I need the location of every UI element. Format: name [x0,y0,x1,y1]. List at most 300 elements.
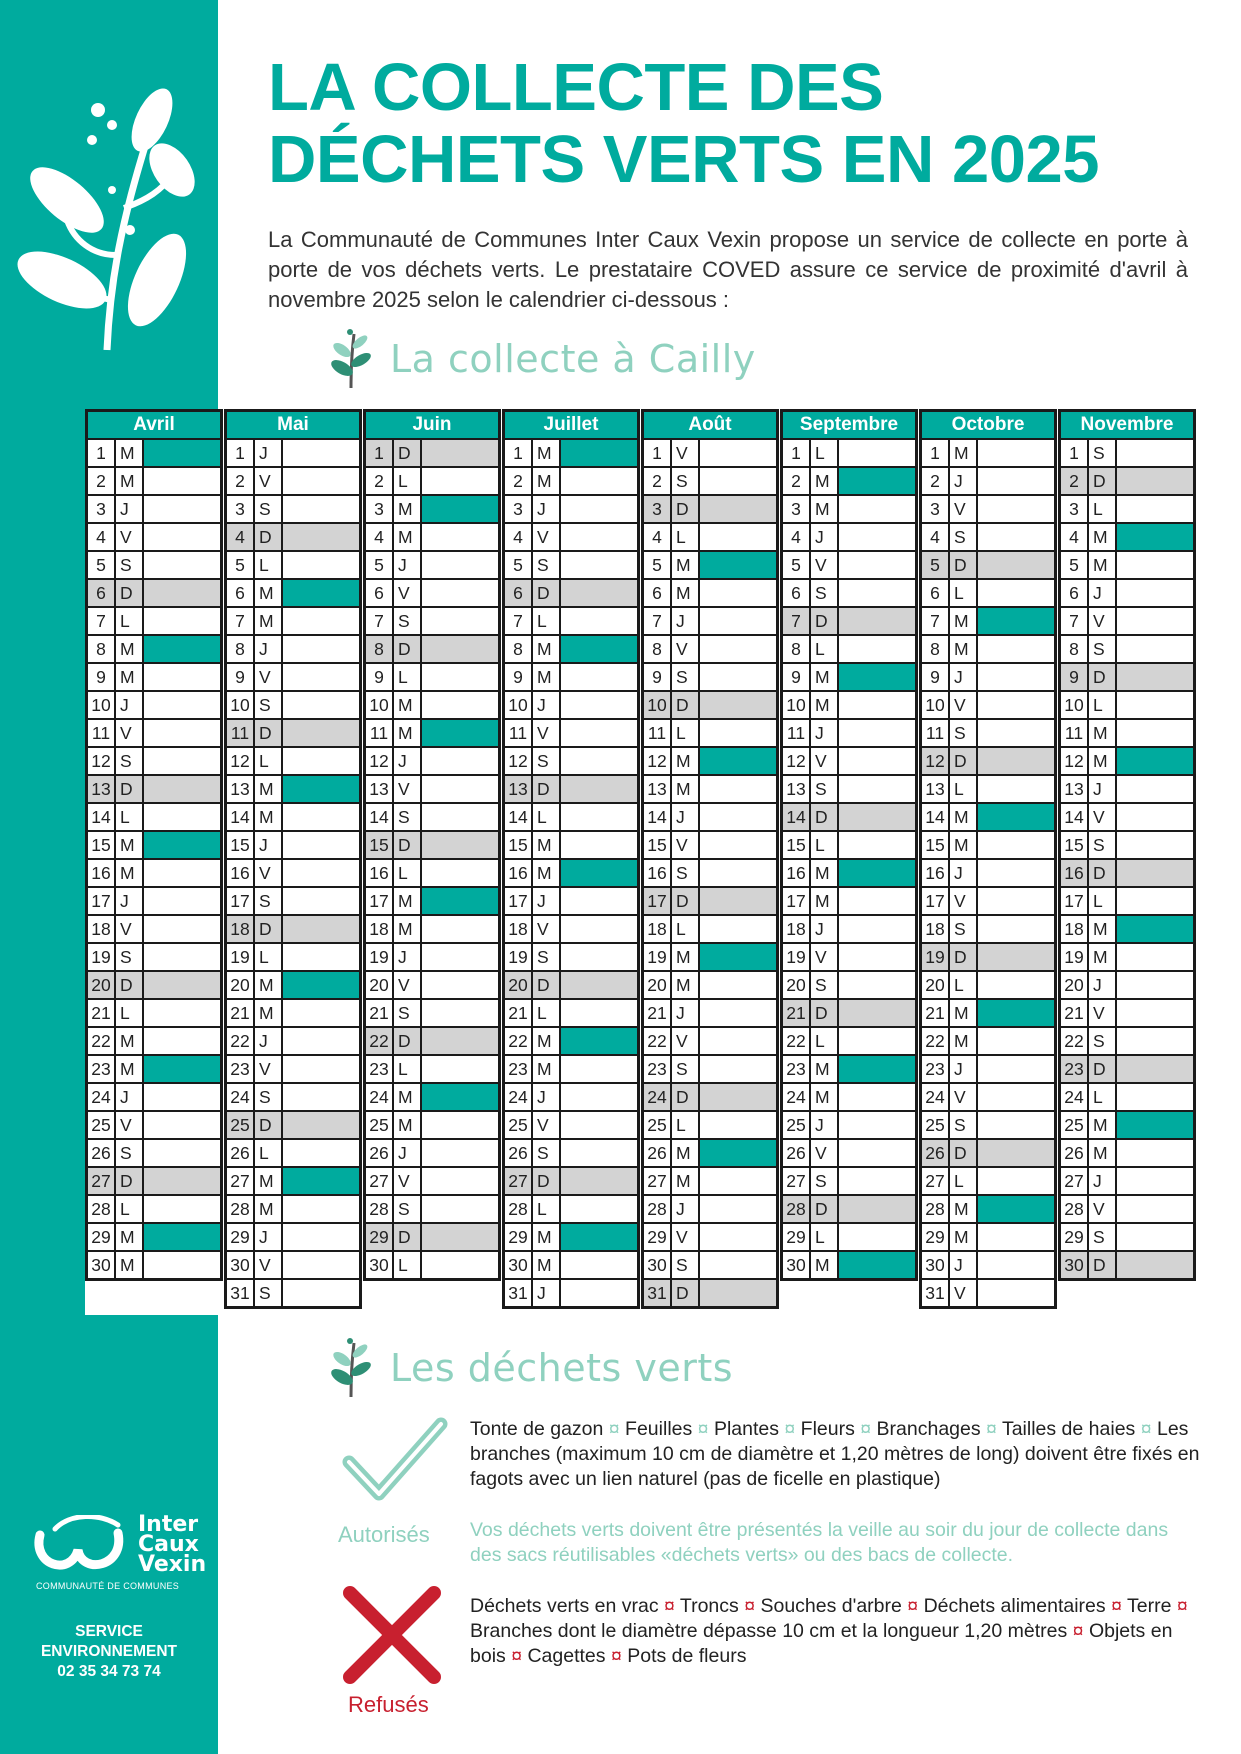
calendar-day [505,664,637,692]
calendar-day [922,496,1054,524]
day-number: 17 [227,888,255,914]
calendar-day [366,748,498,776]
weekday-letter: M [672,972,700,998]
collection-marker [700,888,776,914]
calendar-day [366,468,498,496]
day-number: 29 [366,1224,394,1250]
calendar-day [644,636,776,664]
day-number: 7 [366,608,394,634]
day-number: 11 [644,720,672,746]
collection-marker [839,1196,915,1222]
service-line2: ENVIRONNEMENT [40,1643,178,1660]
day-number: 11 [1061,720,1089,746]
collection-marker [839,664,915,690]
calendar-day [1061,888,1193,916]
collection-marker [978,496,1054,522]
collection-marker [561,1028,637,1054]
weekday-letter: J [1089,1168,1117,1194]
weekday-letter: S [533,552,561,578]
weekday-letter: V [533,524,561,550]
weekday-letter: J [1089,776,1117,802]
collection-marker [422,888,498,914]
collection-marker [700,608,776,634]
weekday-letter: L [394,1252,422,1278]
collection-marker [839,468,915,494]
day-number: 5 [644,552,672,578]
weekday-letter: M [1089,1112,1117,1138]
weekday-letter: S [394,608,422,634]
month-mai [224,409,362,1309]
day-number: 25 [366,1112,394,1138]
day-number: 24 [366,1084,394,1110]
calendar-day [366,664,498,692]
collection-marker [700,1168,776,1194]
weekday-letter: M [672,748,700,774]
collection-day [366,1084,498,1112]
weekday-letter: J [950,468,978,494]
day-number: 6 [783,580,811,606]
day-number: 28 [505,1196,533,1222]
day-number: 21 [366,1000,394,1026]
collection-marker [1117,1056,1193,1082]
calendar-day [88,692,220,720]
weekday-letter: D [1089,664,1117,690]
weekday-letter: D [116,580,144,606]
weekday-letter: D [950,748,978,774]
waste-item: Souches d'arbre [760,1595,902,1617]
weekday-letter: D [116,972,144,998]
weekday-letter: M [672,580,700,606]
day-number: 1 [366,440,394,466]
weekday-letter: M [672,944,700,970]
weekday-letter: J [811,1112,839,1138]
collection-marker [283,468,359,494]
calendar-day [88,860,220,888]
waste-item: Plantes [713,1418,779,1440]
collection-marker [561,440,637,466]
collection-marker [422,720,498,746]
collection-marker [978,524,1054,550]
weekday-letter: M [255,776,283,802]
collection-marker [839,748,915,774]
month-days [224,438,362,1309]
calendar-day [922,440,1054,468]
calendar-day [88,1252,220,1278]
day-number: 25 [1061,1112,1089,1138]
calendar-day [644,1028,776,1056]
collection-marker [700,1056,776,1082]
month-novembre [1058,409,1196,1281]
calendar-day [505,496,637,524]
service-phone[interactable]: 02 35 34 73 74 [57,1663,161,1680]
day-number: 9 [227,664,255,690]
day-number: 3 [227,496,255,522]
calendar-day [783,832,915,860]
day-number: 1 [1061,440,1089,466]
collection-marker [561,692,637,718]
day-number: 8 [227,636,255,662]
weekday-letter: M [255,1000,283,1026]
separator-icon: ¤ [603,1418,626,1440]
calendar-day [1061,580,1193,608]
weekday-letter: L [255,552,283,578]
day-number: 30 [505,1252,533,1278]
collection-marker [1117,720,1193,746]
collection-marker [839,1028,915,1054]
weekday-letter: D [255,720,283,746]
calendar-day [505,748,637,776]
calendar-day [505,468,637,496]
collection-marker [422,1084,498,1110]
collection-marker [144,1224,220,1250]
collection-marker [839,888,915,914]
calendar-day [227,1000,359,1028]
day-number: 4 [366,524,394,550]
collection-day [783,860,915,888]
weekday-letter: V [255,468,283,494]
day-number: 6 [88,580,116,606]
collection-marker [561,580,637,606]
collection-marker [283,804,359,830]
collection-marker [422,1056,498,1082]
day-number: 15 [644,832,672,858]
calendar-day [88,1084,220,1112]
weekday-letter: D [394,832,422,858]
collection-marker [283,748,359,774]
collection-marker [1117,524,1193,550]
calendar-day [88,608,220,636]
weekday-letter: J [672,804,700,830]
collection-marker [839,944,915,970]
weekday-letter: S [811,776,839,802]
month-header: Août [641,409,779,438]
weekday-letter: M [950,440,978,466]
calendar-day [1061,664,1193,692]
day-number: 17 [922,888,950,914]
day-number: 16 [644,860,672,886]
weekday-letter: M [394,1084,422,1110]
collection-marker [422,860,498,886]
day-number: 30 [922,1252,950,1278]
day-number: 4 [88,524,116,550]
collection-marker [700,1112,776,1138]
collection-marker [839,720,915,746]
calendar-day [644,1084,776,1112]
collection-marker [978,1224,1054,1250]
weekday-letter: J [394,748,422,774]
weekday-letter: V [1089,608,1117,634]
day-number: 18 [88,916,116,942]
day-number: 14 [644,804,672,830]
sprout-icon [328,1337,374,1399]
calendar-day [227,916,359,944]
day-number: 9 [88,664,116,690]
weekday-letter: L [1089,1084,1117,1110]
weekday-letter: M [811,468,839,494]
collection-marker [1117,860,1193,886]
collection-marker [978,860,1054,886]
day-number: 24 [922,1084,950,1110]
calendar-day [227,1112,359,1140]
calendar-day [227,636,359,664]
weekday-letter: L [533,804,561,830]
collection-marker [978,944,1054,970]
calendar-day [1061,832,1193,860]
day-number: 30 [1061,1252,1089,1278]
collection-marker [561,944,637,970]
weekday-letter: D [672,1084,700,1110]
collection-marker [700,636,776,662]
weekday-letter: M [950,636,978,662]
logo-wordmark [138,1512,207,1577]
weekday-letter: S [116,944,144,970]
presentation-note: Vos déchets verts doivent être présentés la veille au soir du jour de collecte dans des sacs réutilisables «déchets verts» ou des bacs de collecte. [470,1519,1169,1566]
collection-marker [978,1000,1054,1026]
calendar-day [366,580,498,608]
weekday-letter: D [394,636,422,662]
calendar-day [227,1224,359,1252]
collection-marker [1117,1084,1193,1110]
weekday-letter: M [1089,524,1117,550]
collection-day [922,1000,1054,1028]
collection-marker [700,524,776,550]
day-number: 31 [922,1280,950,1306]
day-number: 11 [366,720,394,746]
day-number: 11 [783,720,811,746]
collection-day [366,496,498,524]
collection-marker [978,692,1054,718]
calendar-day [1061,1140,1193,1168]
collection-marker [700,1084,776,1110]
calendar-day [783,804,915,832]
weekday-letter: L [950,580,978,606]
day-number: 21 [88,1000,116,1026]
day-number: 28 [366,1196,394,1222]
month-header: Octobre [919,409,1057,438]
collection-marker [1117,552,1193,578]
calendar-day [366,860,498,888]
collection-marker [283,636,359,662]
collection-marker [839,636,915,662]
weekday-letter: J [255,832,283,858]
collection-day [1061,1112,1193,1140]
month-days [363,438,501,1281]
weekday-letter: M [811,888,839,914]
logo-tagline: COMMUNAUTÉ DE COMMUNES [36,1581,180,1591]
logo-line3: Vexin [138,1552,207,1577]
month-days [1058,438,1196,1281]
calendar-day [922,972,1054,1000]
day-number: 7 [88,608,116,634]
calendar-day [366,1112,498,1140]
collection-marker [283,776,359,802]
day-number: 21 [922,1000,950,1026]
collection-marker [1117,580,1193,606]
weekday-letter: V [533,720,561,746]
day-number: 6 [1061,580,1089,606]
collection-marker [700,440,776,466]
calendar-heading-text: La collecte à Cailly [390,337,756,381]
check-icon [335,1410,455,1510]
collection-marker [978,636,1054,662]
collection-marker [1117,804,1193,830]
day-number: 16 [227,860,255,886]
calendar-day [922,1084,1054,1112]
day-number: 24 [1061,1084,1089,1110]
weekday-letter: J [255,1028,283,1054]
day-number: 5 [1061,552,1089,578]
collection-marker [839,1140,915,1166]
day-number: 25 [644,1112,672,1138]
collection-marker [561,1196,637,1222]
collection-marker [978,1056,1054,1082]
collection-marker [283,1280,359,1306]
day-number: 26 [366,1140,394,1166]
day-number: 29 [922,1224,950,1250]
collection-marker [283,524,359,550]
day-number: 15 [783,832,811,858]
calendar-day [88,552,220,580]
collection-marker [839,916,915,942]
day-number: 2 [644,468,672,494]
weekday-letter: V [255,1056,283,1082]
collection-marker [1117,636,1193,662]
calendar-day [366,1056,498,1084]
weekday-letter: V [394,1168,422,1194]
day-number: 7 [505,608,533,634]
collection-marker [1117,440,1193,466]
collection-day [783,468,915,496]
calendar-day [88,1000,220,1028]
calendar-day [783,972,915,1000]
collection-marker [839,580,915,606]
collection-marker [144,944,220,970]
calendar-day [783,1168,915,1196]
collection-day [783,1252,915,1278]
collection-marker [1117,972,1193,998]
weekday-letter: M [255,580,283,606]
weekday-letter: J [533,888,561,914]
separator-icon: ¤ [1171,1595,1188,1617]
collection-marker [839,972,915,998]
day-number: 14 [227,804,255,830]
weekday-letter: J [116,692,144,718]
calendar-day [88,1168,220,1196]
weekday-letter: L [255,1140,283,1166]
waste-heading [328,1337,733,1399]
calendar-day [783,636,915,664]
weekday-letter: M [533,860,561,886]
weekday-letter: V [116,1112,144,1138]
collection-marker [283,1112,359,1138]
collection-marker [978,664,1054,690]
day-number: 21 [1061,1000,1089,1026]
weekday-letter: M [950,1196,978,1222]
day-number: 22 [1061,1028,1089,1054]
weekday-letter: M [116,1028,144,1054]
collection-marker [144,1112,220,1138]
collection-marker [700,580,776,606]
day-number: 10 [1061,692,1089,718]
waste-item: Les branches (maximum 10 cm de diamètre et 1,20 mètres de long) doivent être fixés en fagots avec un lien naturel (pas de ficelle en plastique) [470,1418,1200,1490]
collection-marker [700,720,776,746]
day-number: 4 [783,524,811,550]
weekday-letter: M [533,468,561,494]
collection-marker [422,1168,498,1194]
collection-marker [839,1224,915,1250]
collection-marker [144,524,220,550]
calendar-day [922,916,1054,944]
weekday-letter: V [116,720,144,746]
weekday-letter: J [394,944,422,970]
day-number: 22 [644,1028,672,1054]
calendar-day [88,916,220,944]
calendar-day [1061,1084,1193,1112]
collection-day [783,1056,915,1084]
calendar-day [227,748,359,776]
calendar-day [644,1056,776,1084]
collection-marker [422,1224,498,1250]
calendar-day [505,1196,637,1224]
day-number: 23 [922,1056,950,1082]
weekday-letter: L [116,804,144,830]
weekday-letter: V [672,1224,700,1250]
day-number: 27 [922,1168,950,1194]
collection-marker [283,1000,359,1026]
month-avril [85,409,223,1281]
day-number: 6 [227,580,255,606]
calendar-day [505,1252,637,1280]
day-number: 26 [922,1140,950,1166]
collection-day [922,608,1054,636]
day-number: 27 [505,1168,533,1194]
day-number: 20 [366,972,394,998]
separator-icon: ¤ [1067,1620,1089,1642]
day-number: 5 [783,552,811,578]
calendar-day [366,832,498,860]
day-number: 18 [644,916,672,942]
weekday-letter: S [1089,1028,1117,1054]
collection-day [227,1168,359,1196]
calendar-day [783,944,915,972]
calendar-day [227,1252,359,1280]
collection-marker [144,468,220,494]
day-number: 27 [227,1168,255,1194]
day-number: 18 [922,916,950,942]
service-contact [0,1622,218,1682]
weekday-letter: M [950,1028,978,1054]
calendar-day [922,1168,1054,1196]
calendar-day [922,468,1054,496]
day-number: 24 [505,1084,533,1110]
collection-marker [283,440,359,466]
day-number: 22 [88,1028,116,1054]
collection-marker [283,860,359,886]
day-number: 11 [88,720,116,746]
weekday-letter: D [672,496,700,522]
calendar-day [1061,468,1193,496]
weekday-letter: M [533,1028,561,1054]
day-number: 12 [922,748,950,774]
weekday-letter: D [255,1112,283,1138]
day-number: 7 [783,608,811,634]
waste-item: Terre [1126,1595,1172,1617]
collection-marker [839,524,915,550]
weekday-letter: J [394,1140,422,1166]
weekday-letter: D [533,972,561,998]
day-number: 8 [88,636,116,662]
day-number: 13 [505,776,533,802]
